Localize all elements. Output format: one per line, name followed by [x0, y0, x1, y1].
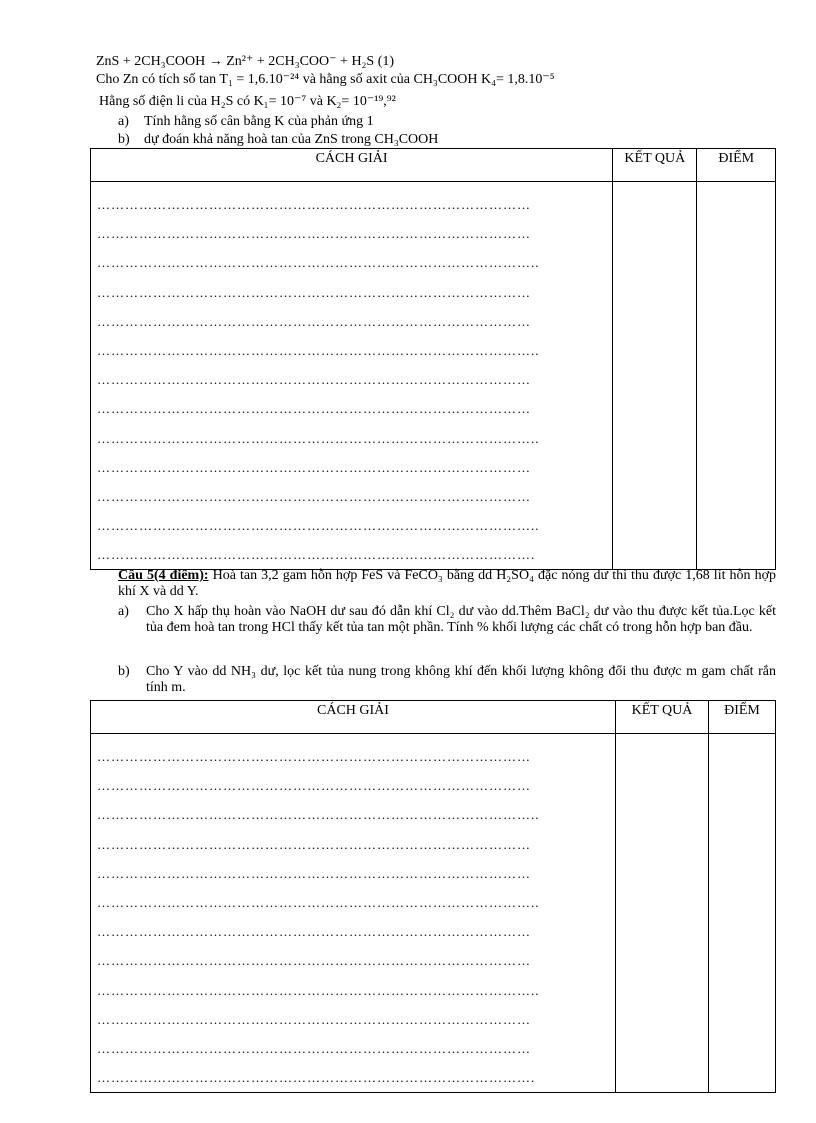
dotted-answer-line: …………………………………………………………………………………..	[97, 807, 540, 823]
dotted-answer-line: …………………………………………………………………………………	[97, 953, 531, 969]
table2-result-cell[interactable]	[616, 734, 709, 1093]
table2-header-score: ĐIỂM	[709, 701, 776, 734]
question-5-task-b	[118, 664, 776, 696]
dotted-answer-line: …………………………………………………………………………………	[97, 401, 531, 417]
table1-score-cell[interactable]	[697, 182, 776, 570]
dotted-answer-line: ………………………………………………………………………………….	[97, 1070, 536, 1086]
dotted-answer-line: ………………………………………………………………………………….	[97, 547, 536, 563]
question-5-intro-text: Hoà tan 3,2 gam hỗn hợp FeS và FeCO₃ bằng dd H₂SO₄ đặc nóng dư thì thu được 1,68 lít hỗn hợp khí X và dd Y.	[118, 568, 776, 599]
answer-table-2	[90, 700, 776, 1093]
task-b	[118, 132, 438, 148]
dotted-answer-line: …………………………………………………………………………………	[97, 197, 531, 212]
question-5-task-a-text: Cho X hấp thụ hoàn vào NaOH dư sau đó dẫn khí Cl₂ dư vào dd.Thêm BaCl₂ dư vào thu được kết tủa.Lọc kết tủa đem hoà tan trong HCl thấy kết tủa tan một phần. Tính % khối lượng các chất có trong hỗn hợp ban đầu.	[146, 604, 776, 635]
table2-dotted-lines	[91, 734, 615, 1092]
task-a	[118, 114, 374, 130]
task-a-label: a)	[118, 114, 129, 129]
dotted-answer-line: …………………………………………………………………………………	[97, 924, 531, 940]
dotted-answer-line: …………………………………………………………………………………..	[97, 982, 540, 998]
dotted-answer-line: …………………………………………………………………………………	[97, 372, 531, 388]
dotted-answer-line: …………………………………………………………………………………	[97, 749, 531, 764]
dotted-answer-line: …………………………………………………………………………………	[97, 865, 531, 881]
table1-method-cell[interactable]	[91, 182, 613, 570]
table2-header-method: CÁCH GIẢI	[91, 701, 616, 734]
task-b-label: b)	[118, 132, 130, 147]
task-b-text: dự đoán khả năng hoà tan của ZnS trong CH₃COOH	[144, 132, 439, 147]
dotted-answer-line: …………………………………………………………………………………..	[97, 430, 540, 446]
dotted-answer-line: …………………………………………………………………………………..	[97, 518, 540, 534]
table1-dotted-lines	[91, 182, 612, 569]
dotted-answer-line: …………………………………………………………………………………..	[97, 255, 540, 271]
given-constants-line: Cho Zn có tích số tan T₁ = 1,6.10⁻²⁴ và hằng số axit của CH₃COOH K₄= 1,8.10⁻⁵	[96, 72, 555, 87]
table1-header-score: ĐIỂM	[697, 149, 776, 182]
dotted-answer-line: …………………………………………………………………………………	[97, 313, 531, 329]
question-5-heading: Câu 5(4 điểm):	[118, 568, 209, 583]
answer-table-1	[90, 148, 776, 570]
dotted-answer-line: …………………………………………………………………………………	[97, 226, 531, 242]
dotted-answer-line: …………………………………………………………………………………	[97, 459, 531, 475]
dotted-answer-line: …………………………………………………………………………………..	[97, 894, 540, 910]
dotted-answer-line: …………………………………………………………………………………	[97, 778, 531, 794]
table2-score-cell[interactable]	[709, 734, 776, 1093]
dotted-answer-line: …………………………………………………………………………………	[97, 284, 531, 300]
question-5-task-a-label: a)	[118, 604, 129, 619]
table2-method-cell[interactable]	[91, 734, 616, 1093]
task-a-text: Tính hằng số cân bằng K của phản ứng 1	[144, 114, 374, 129]
ionization-constants-line: Hằng số điện li của H₂S có K₁= 10⁻⁷ và K₂= 10⁻¹⁹,⁹²	[99, 94, 396, 109]
question-5-intro	[118, 568, 776, 600]
dotted-answer-line: …………………………………………………………………………………	[97, 836, 531, 852]
table1-result-cell[interactable]	[613, 182, 697, 570]
dotted-answer-line: …………………………………………………………………………………	[97, 1011, 531, 1027]
dotted-answer-line: …………………………………………………………………………………	[97, 488, 531, 504]
table1-header-result: KẾT QUẢ	[613, 149, 697, 182]
question-5-task-b-label: b)	[118, 664, 130, 679]
table1-header-method: CÁCH GIẢI	[91, 149, 613, 182]
question-5-task-a	[118, 604, 776, 636]
table2-header-result: KẾT QUẢ	[616, 701, 709, 734]
dotted-answer-line: …………………………………………………………………………………..	[97, 342, 540, 358]
dotted-answer-line: …………………………………………………………………………………	[97, 1040, 531, 1056]
question-5-task-b-text: Cho Y vào dd NH₃ dư, lọc kết tủa nung trong không khí đến khối lượng không đổi thu được m gam chất rắn tính m.	[146, 664, 776, 695]
reaction-equation: ZnS + 2CH₃COOH → Zn²⁺ + 2CH₃COO⁻ + H₂S (1)	[96, 54, 395, 69]
